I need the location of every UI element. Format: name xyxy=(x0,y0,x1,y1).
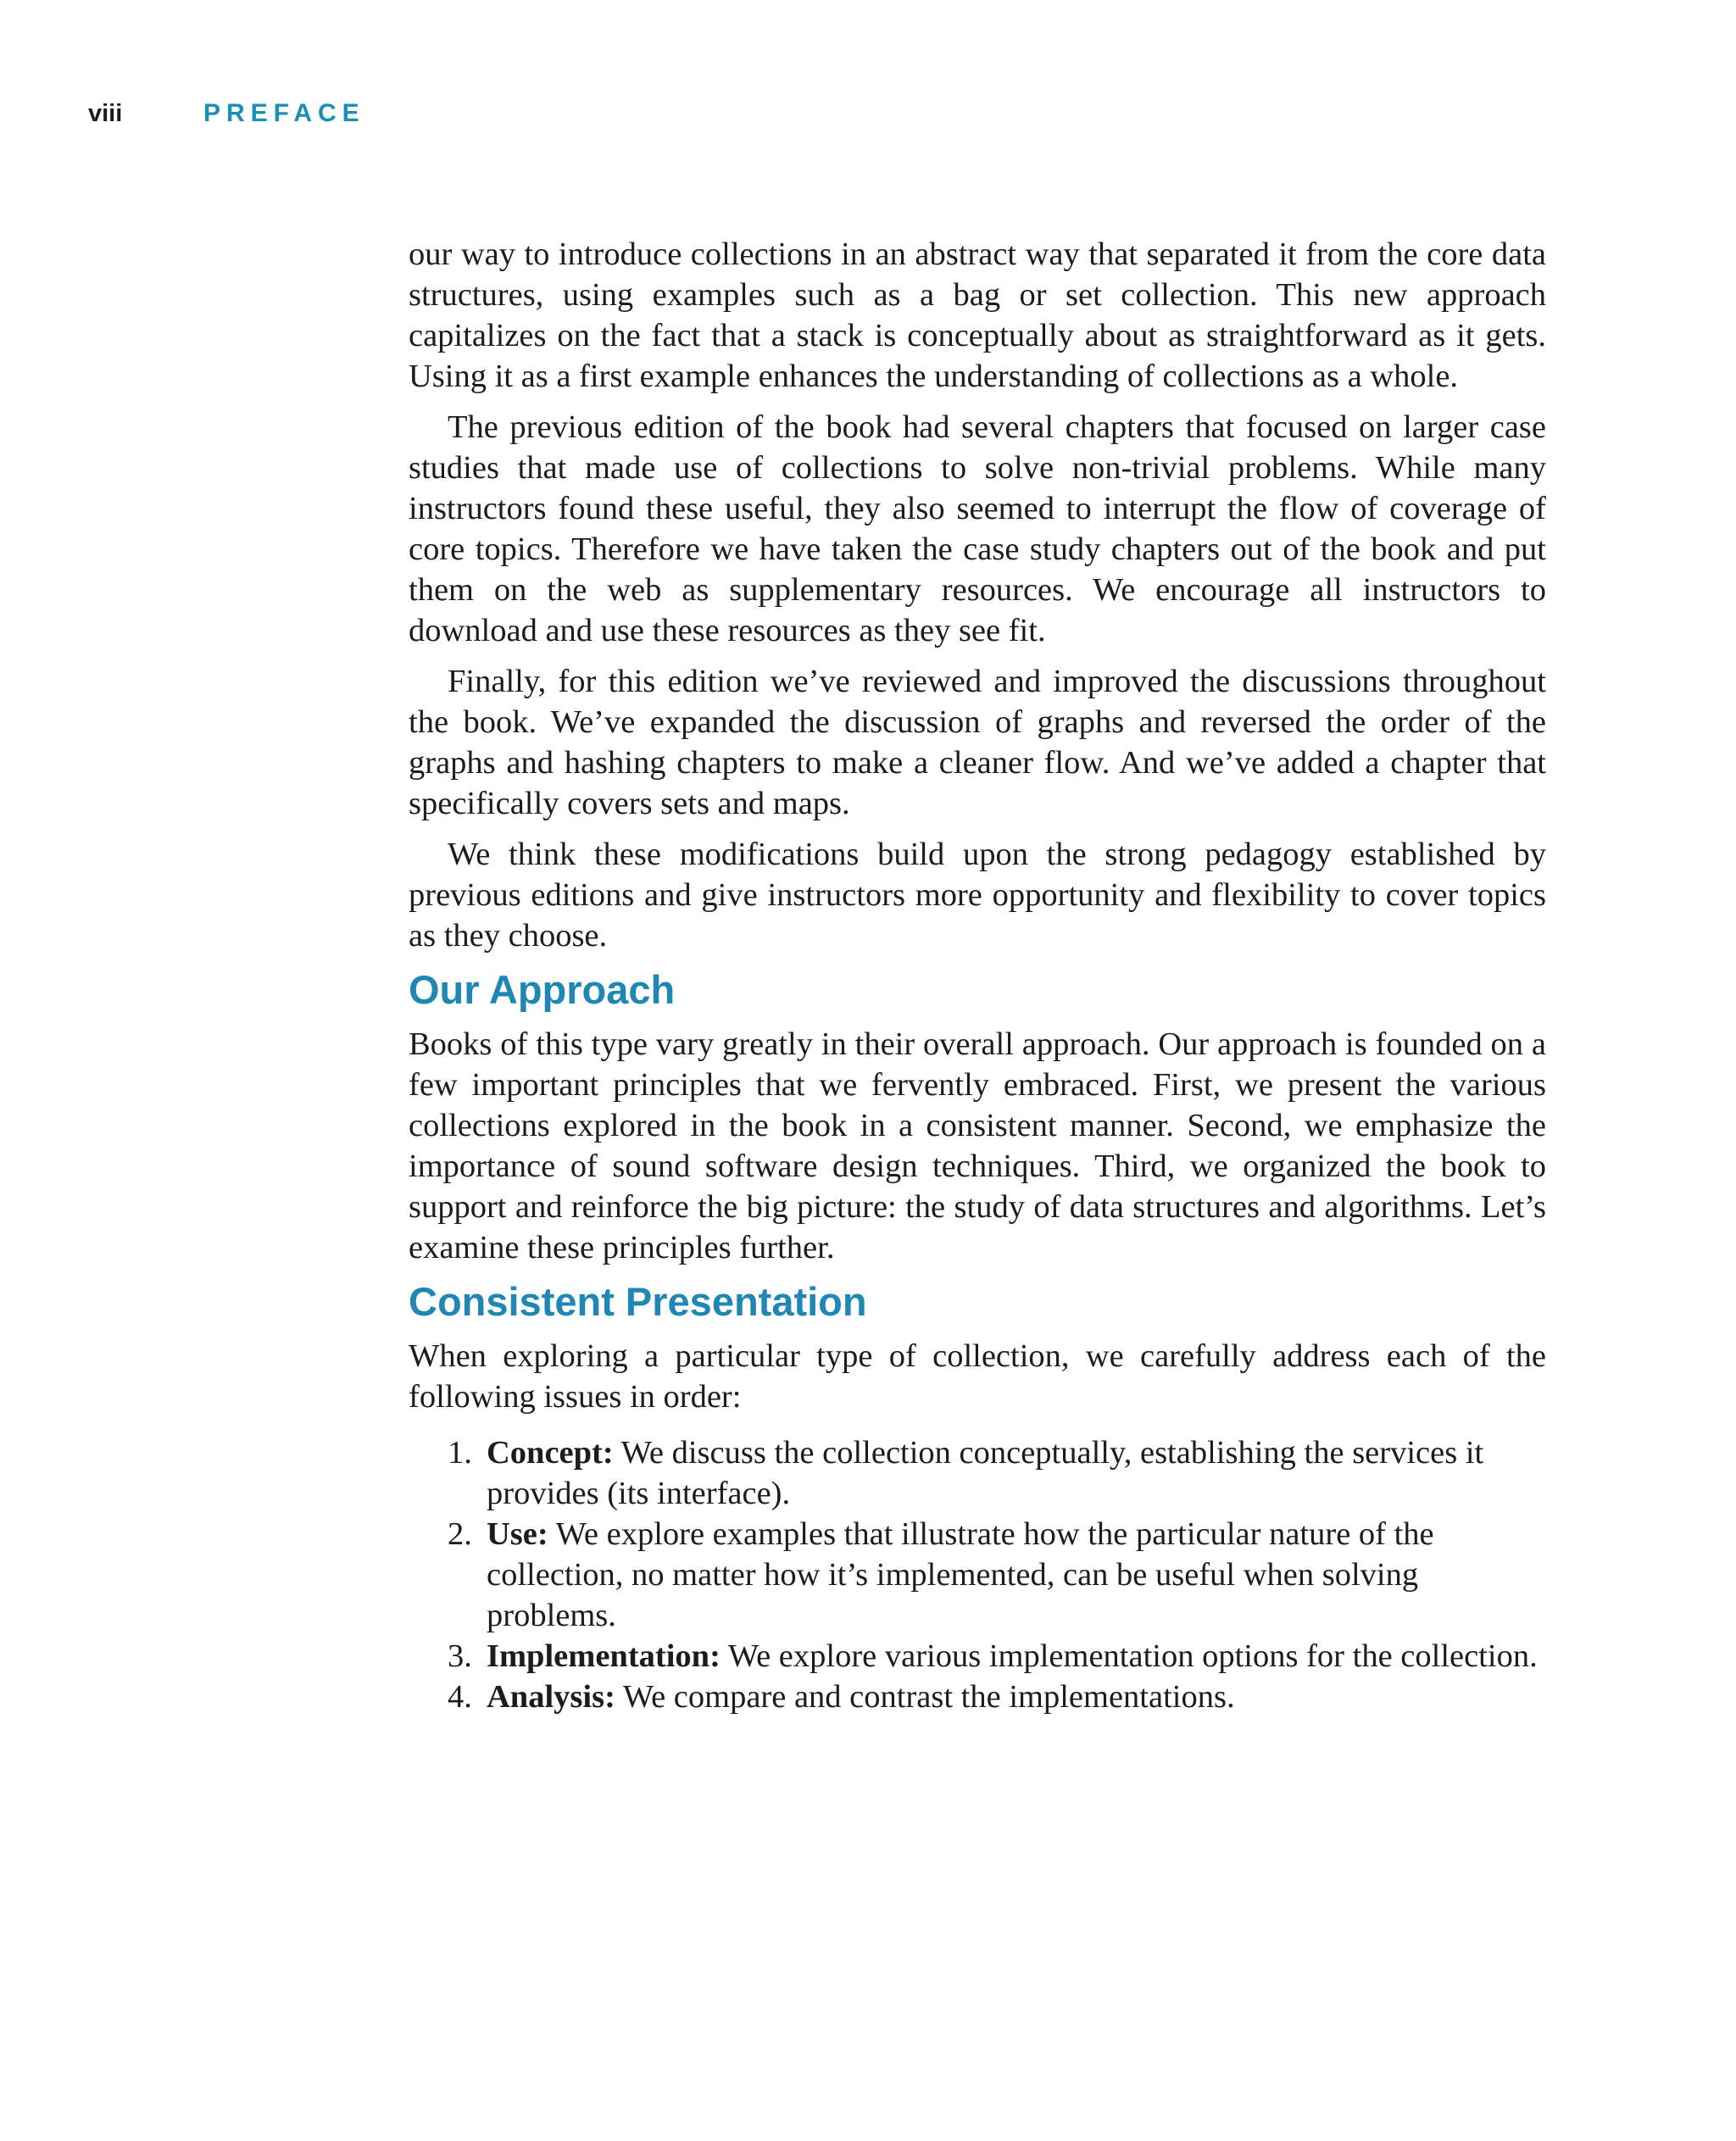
list-item-number: 2. xyxy=(448,1516,472,1552)
list-item-text: We explore examples that illustrate how the particular nature of the collection, no matter how it’s implemented, can be useful when solving problems. xyxy=(487,1516,1434,1633)
list-item-term: Concept: xyxy=(487,1435,614,1471)
text-column xyxy=(409,234,1546,1717)
list-item-term: Analysis: xyxy=(487,1679,615,1715)
list-item-text: We explore various implementation options for the collection. xyxy=(720,1638,1538,1674)
list-item-number: 3. xyxy=(448,1638,472,1674)
paragraph-improvements: Finally, for this edition we’ve reviewed and improved the discussions throughout the book. We’ve expanded the discussion of graphs and reversed the order of the graphs and hashing chapters to make a cleaner flow. And we’ve added a chapter that specifically covers sets and maps. xyxy=(409,664,1546,821)
running-title: PREFACE xyxy=(203,99,365,127)
section-heading-our-approach: Our Approach xyxy=(409,967,676,1012)
list-item-number: 1. xyxy=(448,1435,472,1471)
list-item xyxy=(409,1432,1546,1514)
paragraph-case-studies: The previous edition of the book had several chapters that focused on larger case studies that made use of collections to solve non-trivial problems. While many instructors found these useful, they also seemed to interrupt the flow of coverage of core topics. Therefore we have taken the case study chapters out of the book and put them on the web as supplementary resources. We encourage all instructors to download and use these resources as they see fit. xyxy=(409,409,1546,648)
list-item xyxy=(409,1636,1546,1677)
list-item-term: Use: xyxy=(487,1516,548,1552)
running-head xyxy=(88,95,365,132)
paragraph-continued: our way to introduce collections in an abstract way that separated it from the core data structures, using examples such as a bag or set collection. This new approach capitalizes on the fact that a stack is conceptually about as straightforward as it gets. Using it as a first example enhances the understanding of collections as a whole. xyxy=(409,236,1546,394)
issues-list xyxy=(409,1432,1546,1717)
section-heading-consistent-presentation: Consistent Presentation xyxy=(409,1279,867,1324)
list-item-text: We compare and contrast the implementations. xyxy=(615,1679,1235,1715)
list-item-text: We discuss the collection conceptually, establishing the services it provides (its interface). xyxy=(487,1435,1484,1511)
list-item xyxy=(409,1677,1546,1717)
list-item-number: 4. xyxy=(448,1679,472,1715)
list-item-term: Implementation: xyxy=(487,1638,721,1674)
page-number: viii xyxy=(88,99,123,127)
paragraph-consistent: When exploring a particular type of collection, we carefully address each of the following issues in order: xyxy=(409,1338,1546,1415)
list-item xyxy=(409,1514,1546,1636)
paragraph-approach: Books of this type vary greatly in their overall approach. Our approach is founded on a few important principles that we fervently embraced. First, we present the various collections explored in the book in a consistent manner. Second, we emphasize the importance of sound software design techniques. Third, we organized the book to support and reinforce the big picture: the study of data structures and algorithms. Let’s examine these principles further. xyxy=(409,1026,1546,1265)
paragraph-modifications: We think these modifications build upon the strong pedagogy established by previous editions and give instructors more opportunity and flexibility to cover topics as they choose. xyxy=(409,837,1546,954)
